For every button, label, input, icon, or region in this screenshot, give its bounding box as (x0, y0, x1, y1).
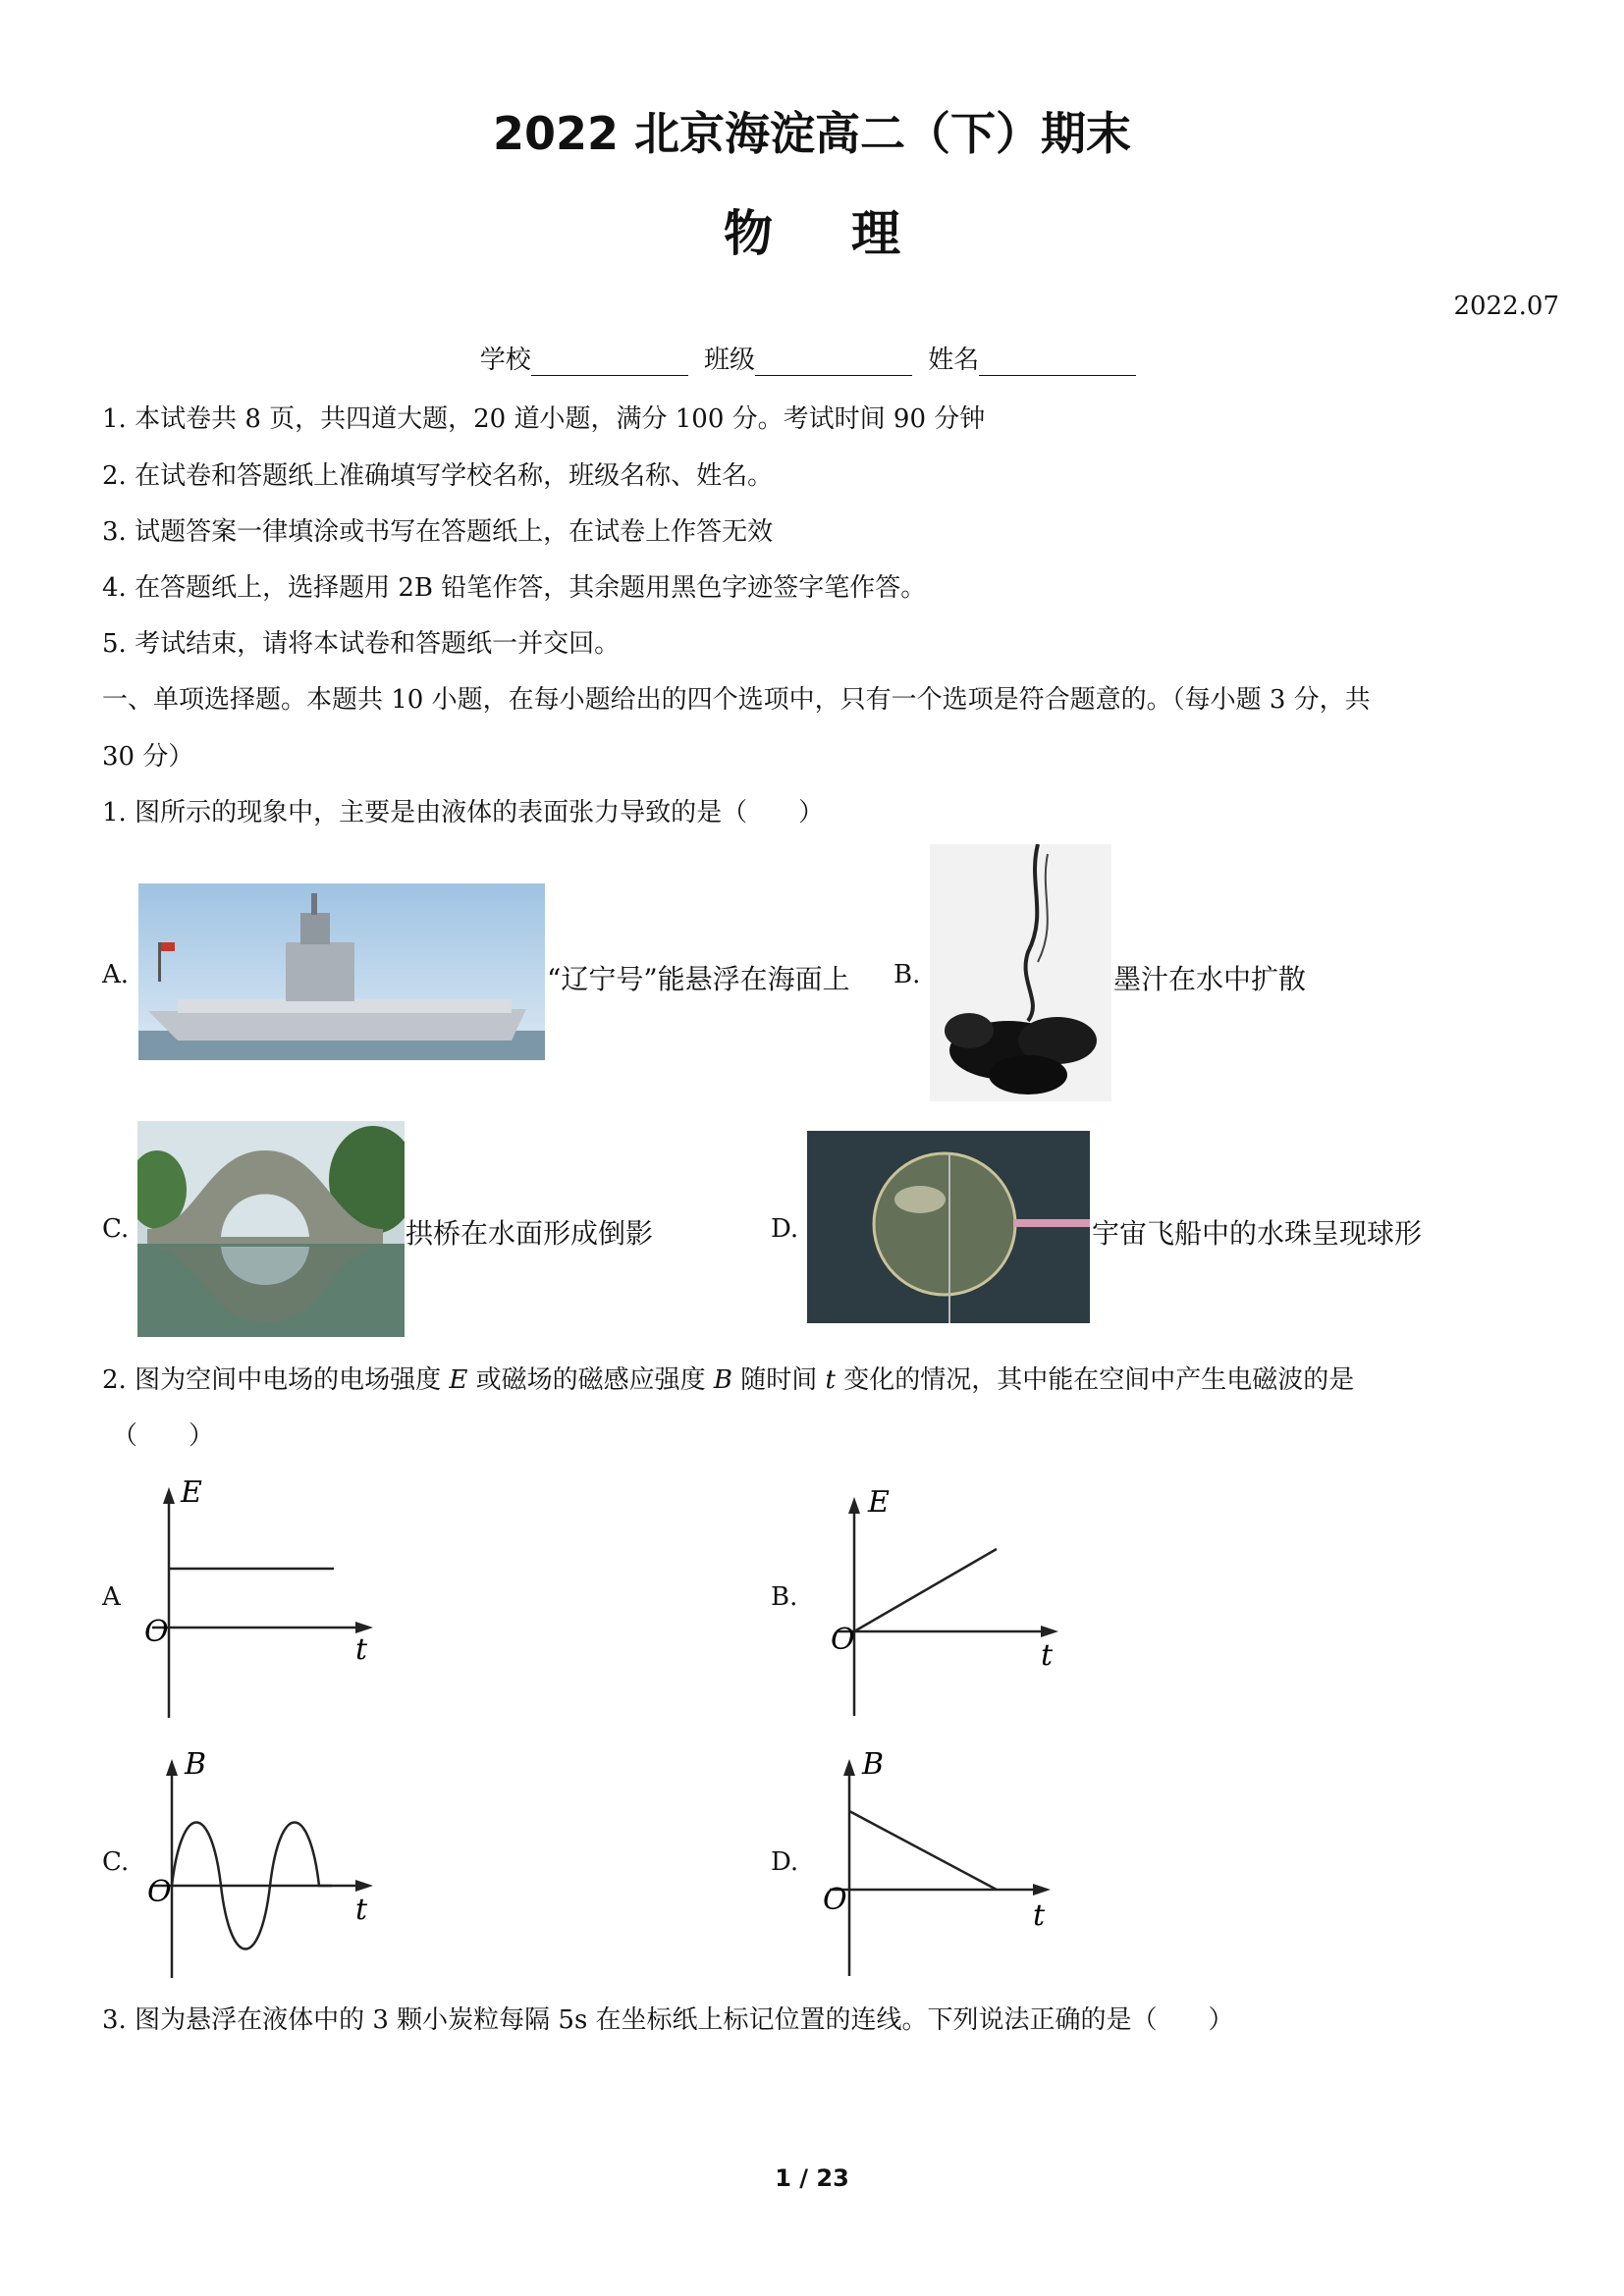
graph-d (815, 1742, 1060, 1983)
arch-bridge-image (137, 1121, 405, 1337)
graph-a (137, 1472, 393, 1723)
page-number: 1 / 23 (775, 2164, 849, 2192)
student-info-fields (0, 340, 1624, 376)
instruction-1: 1. 本试卷共 8 页，共四道大题，20 道小题，满分 100 分。考试时间 90 分钟 (102, 404, 986, 434)
q2-option-a-label: A (102, 1582, 121, 1612)
q2-stem-part-c: 随时间 (731, 1365, 826, 1395)
section-heading-line1: 一、单项选择题。本题共 10 小题，在每小题给出的四个选项中，只有一个选项是符合题意的。（每小题 3 分，共 (102, 685, 1371, 715)
graph-d-x-label: t (1033, 1898, 1046, 1933)
ink-in-water-image (930, 844, 1111, 1101)
exam-date: 2022.07 (1453, 292, 1559, 321)
q2-var-b: B (713, 1365, 732, 1395)
graph-a-origin: O (144, 1615, 169, 1649)
q2-var-t: t (825, 1365, 836, 1395)
graph-d-origin: O (823, 1883, 847, 1917)
q1-option-a-caption: “辽宁号”能悬浮在海面上 (547, 963, 850, 995)
graph-a-y-label: E (181, 1475, 202, 1510)
q1-option-b-caption: 墨汁在水中扩散 (1113, 963, 1307, 995)
q2-var-e: E (449, 1365, 468, 1395)
graph-a-x-label: t (355, 1632, 368, 1667)
graph-c (137, 1742, 393, 1983)
aircraft-carrier-image (138, 883, 545, 1060)
graph-c-y-label: B (185, 1747, 207, 1782)
q2-stem-line2: （ ） (112, 1421, 215, 1451)
q2-stem-line1 (102, 1360, 1354, 1396)
q2-stem-part-d: 变化的情况，其中能在空间中产生电磁波的是 (835, 1365, 1355, 1395)
q1-option-c-label: C. (102, 1214, 130, 1244)
instruction-2: 2. 在试卷和答题纸上准确填写学校名称，班级名称、姓名。 (102, 461, 774, 491)
q1-option-b-label: B. (893, 960, 921, 989)
graph-b-x-label: t (1041, 1638, 1054, 1673)
subject-title: 物理 (724, 205, 979, 262)
graph-b-origin: O (831, 1623, 855, 1657)
q2-stem-part-a: 2. 图为空间中电场的电场强度 (102, 1365, 450, 1395)
field-name-blank[interactable] (979, 349, 1136, 376)
q1-stem: 1. 图所示的现象中，主要是由液体的表面张力导致的是（ ） (102, 798, 825, 828)
graph-c-origin: O (147, 1875, 172, 1909)
q2-option-b-label: B. (771, 1582, 798, 1612)
q2-option-c-label: C. (102, 1847, 130, 1877)
section-heading-line2: 30 分） (102, 742, 194, 772)
instruction-5: 5. 考试结束，请将本试卷和答题纸一并交回。 (102, 629, 621, 659)
field-class-blank[interactable] (755, 349, 912, 376)
instruction-3: 3. 试题答案一律填涂或书写在答题纸上，在试卷上作答无效 (102, 517, 774, 547)
graph-d-y-label: B (862, 1747, 885, 1782)
q1-option-d-label: D. (771, 1214, 799, 1244)
instruction-4: 4. 在答题纸上，选择题用 2B 铅笔作答，其余题用黑色字迹签字笔作答。 (102, 573, 927, 603)
water-sphere-image (807, 1131, 1090, 1323)
field-school-label: 学校 (479, 346, 531, 375)
graph-b (823, 1480, 1068, 1724)
q2-stem-part-b: 或磁场的磁感应强度 (467, 1365, 714, 1395)
exam-title: 2022 北京海淀高二（下）期末 (492, 107, 1132, 160)
q1-option-c-caption: 拱桥在水面形成倒影 (406, 1217, 654, 1250)
q1-option-a-label: A. (102, 960, 130, 989)
field-class-label: 班级 (703, 346, 755, 375)
field-school-blank[interactable] (531, 349, 688, 376)
field-name-label: 姓名 (928, 346, 980, 375)
graph-b-y-label: E (868, 1485, 890, 1520)
graph-c-x-label: t (355, 1893, 368, 1927)
q1-option-d-caption: 宇宙飞船中的水珠呈现球形 (1092, 1217, 1423, 1250)
q2-option-d-label: D. (771, 1847, 799, 1877)
q3-stem: 3. 图为悬浮在液体中的 3 颗小炭粒每隔 5s 在坐标纸上标记位置的连线。下列说法正确的是（ ） (102, 2005, 1234, 2035)
